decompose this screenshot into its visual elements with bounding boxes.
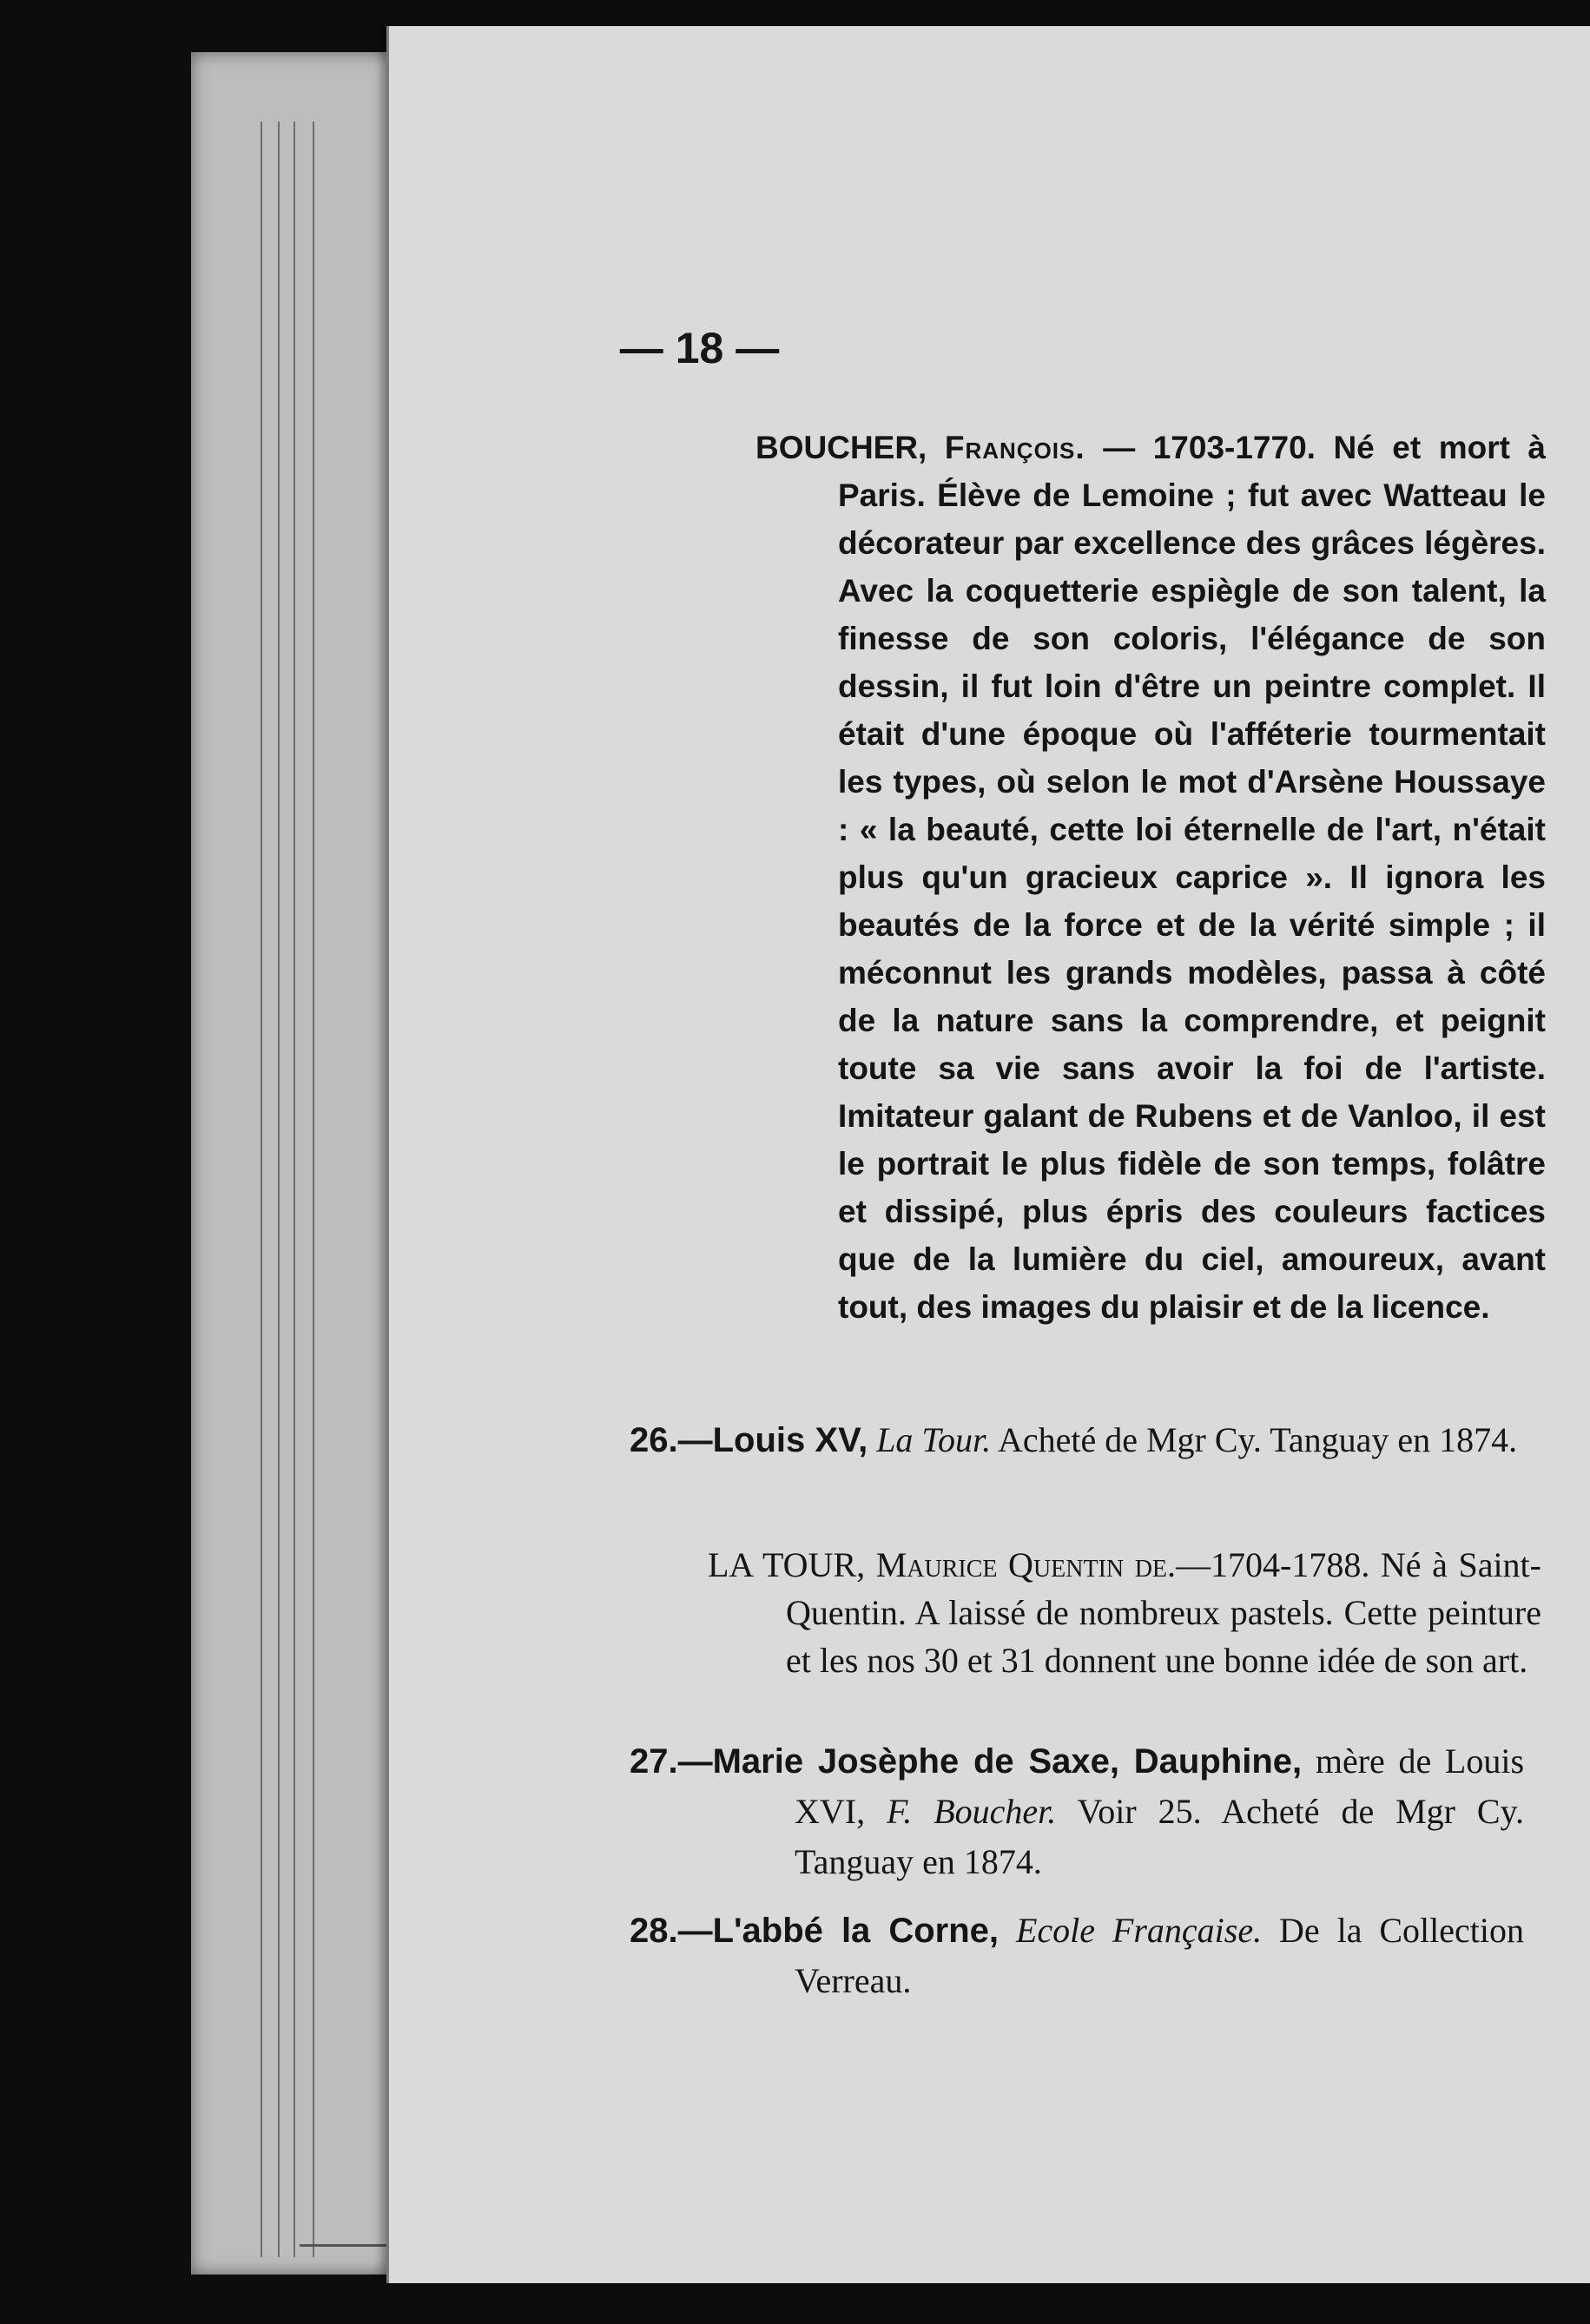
entry-artist: Ecole Française.: [1015, 1911, 1263, 1950]
catalog-entry-28: [630, 1906, 1524, 2006]
entry-title: Louis XV,: [712, 1421, 868, 1459]
biography-text: — 1703-1770. Né et mort à Paris. Élève de Lemoine ; fut avec Watteau le décorateur par excellence des grâces légères. Avec la coquetterie espiègle de son talent, la finesse de son coloris, l'élégance de son dessin, il fut loin d'être un peintre complet. Il était d'une époque où l'afféterie tourmentait les types, où selon le mot d'Arsène Houssaye : « la beauté, cette loi éternelle de l'art, n'était plus qu'un gracieux caprice ». Il ignora les beautés de la force et de la vérité simple ; il méconnut les grands modèles, passa à côté de la nature sans la comprendre, et peignit toute sa vie sans avoir la foi de l'artiste. Imitateur galant de Rubens et de Vanloo, il est le portrait le plus fidèle de son temps, folâtre et dissipé, plus épris des couleurs factices que de la lumière du ciel, amoureux, avant tout, des images du plaisir et de la licence.: [838, 430, 1547, 1325]
catalog-entry-27: [630, 1736, 1524, 1887]
entry-number: 26.—: [630, 1421, 713, 1459]
page-edge-line: [261, 122, 262, 2257]
entry-provenance: Voir 25. Acheté de Mgr Cy. Tanguay en 1874.: [795, 1792, 1524, 1881]
boucher-biography: [755, 424, 1546, 1331]
page-edge-line: [313, 122, 314, 2257]
biography-text: —1704-1788. Né à Saint-Quentin. A laissé de nombreux pastels. Cette peinture et les nos 30 et 31 donnent une bonne idée de son art.: [786, 1545, 1541, 1680]
entry-number: 28.—: [630, 1912, 713, 1950]
entry-provenance: Acheté de Mgr Cy. Tanguay en 1874.: [997, 1420, 1518, 1459]
page-number: — 18 —: [619, 324, 780, 372]
catalog-entry-26: [630, 1415, 1524, 1465]
entry-provenance: De la Collection Verreau.: [795, 1911, 1525, 2000]
entry-artist: La Tour.: [876, 1420, 992, 1459]
entry-description: mère de Louis XVI,: [795, 1741, 1525, 1831]
artist-firstname: Maurice Quentin de.: [875, 1545, 1177, 1584]
artist-firstname: François.: [944, 430, 1085, 465]
entry-title: Marie Josèphe de Saxe, Dauphine,: [712, 1742, 1303, 1781]
entry-title: L'abbé la Corne,: [712, 1912, 1000, 1950]
page-edge-line: [294, 122, 295, 2257]
entry-artist: F. Boucher.: [887, 1792, 1057, 1831]
latour-biography: [708, 1541, 1541, 1684]
entry-number: 27.—: [630, 1742, 713, 1781]
artist-name: LA TOUR,: [708, 1545, 866, 1584]
artist-name: BOUCHER,: [755, 430, 927, 465]
boucher-paragraph: [755, 424, 1546, 1331]
page-edge-line: [278, 122, 280, 2257]
